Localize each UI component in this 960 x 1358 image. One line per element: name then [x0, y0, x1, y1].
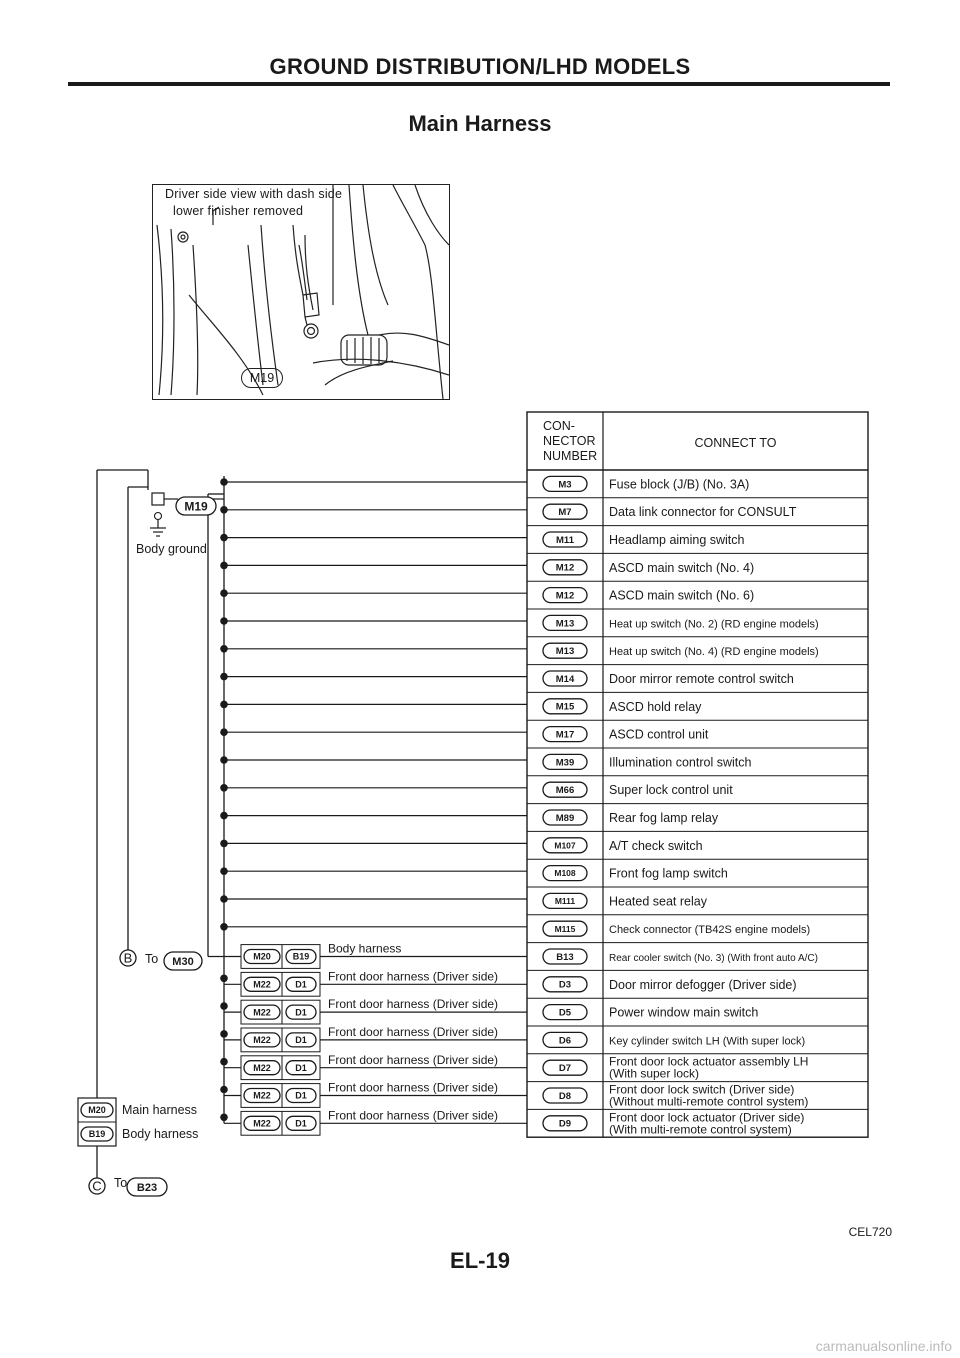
row-description: Front fog lamp switch: [609, 866, 728, 881]
harness-link-to: D1: [295, 1118, 307, 1129]
harness-link-label: Front door harness (Driver side): [328, 1052, 499, 1067]
ground-terminal-bolt: [155, 513, 162, 520]
row-connector-label: D8: [558, 1090, 572, 1102]
row-description: Door mirror defogger (Driver side): [609, 977, 797, 992]
row-description: Fuse block (J/B) (No. 3A): [609, 477, 750, 492]
row-connector-label: M13: [555, 618, 575, 630]
harness-link-to: D1: [295, 1090, 307, 1101]
row-description: ASCD main switch (No. 4): [609, 560, 755, 575]
row-connector-label: M66: [555, 785, 575, 797]
row-description: Rear fog lamp relay: [609, 811, 719, 825]
connector-table-frame: [527, 412, 868, 1137]
harness-link-label: Front door harness (Driver side): [328, 1080, 499, 1095]
legend-connector: B19: [88, 1129, 106, 1140]
row-connector-label: M115: [554, 923, 576, 934]
ref-b-connector: M30: [172, 955, 194, 968]
body-ground-label: Body ground: [136, 542, 207, 556]
row-description: Heated seat relay: [609, 894, 707, 909]
row-connector-label: D3: [558, 979, 572, 991]
ref-c-to: To: [114, 1176, 128, 1190]
row-description: Rear cooler switch (No. 3) (With front auto A/C): [609, 953, 818, 964]
harness-link-label: Front door harness (Driver side): [328, 969, 499, 984]
illustration-caption-line2: lower finisher removed: [173, 204, 304, 218]
row-connector-label: M12: [555, 562, 575, 574]
harness-link-from: M22: [253, 1007, 271, 1018]
row-description: Power window main switch: [609, 1005, 759, 1020]
page-subtitle: Main Harness: [408, 111, 552, 136]
watermark: carmanualsonline.info: [815, 1338, 952, 1354]
harness-link-from: M22: [253, 1062, 271, 1073]
harness-link-to: D1: [295, 979, 307, 990]
row-connector-label: M12: [555, 590, 575, 602]
table-header-connector: CON-: [543, 419, 575, 433]
row-connector-label: B13: [556, 951, 574, 963]
row-description: ASCD control unit: [609, 727, 709, 742]
harness-link-to: B19: [292, 951, 310, 962]
row-description: ASCD hold relay: [609, 699, 702, 714]
legend-label: Body harness: [122, 1127, 199, 1141]
row-description: Front door lock switch (Driver side): [609, 1082, 795, 1097]
illustration-caption-line1: Driver side view with dash side: [165, 187, 343, 201]
row-description: Illumination control switch: [609, 755, 752, 770]
ref-b-letter: B: [123, 950, 133, 966]
row-description: Check connector (TB42S engine models): [609, 924, 811, 937]
row-connector-label: M3: [558, 479, 572, 491]
harness-link-to: D1: [295, 1007, 307, 1018]
row-connector-label: M17: [555, 729, 575, 741]
page-number: EL-19: [450, 1248, 510, 1273]
row-description-line2: (With super lock): [609, 1066, 700, 1081]
harness-link-label: Body harness: [328, 941, 402, 956]
table-header-connect-to: CONNECT TO: [694, 436, 777, 450]
row-connector-label: M7: [558, 507, 572, 519]
row-connector-label: M39: [555, 757, 575, 769]
harness-link-from: M22: [253, 1090, 271, 1101]
row-connector-label: M15: [555, 701, 575, 713]
row-connector-label: D7: [558, 1063, 572, 1075]
ref-b-to: To: [145, 952, 159, 966]
harness-link-to: D1: [295, 1035, 307, 1046]
harness-link-from: M20: [253, 951, 271, 962]
row-description: ASCD main switch (No. 6): [609, 588, 755, 603]
figure-code: CEL720: [848, 1225, 892, 1239]
header-title: GROUND DISTRIBUTION/LHD MODELS: [269, 54, 691, 79]
row-connector-label: M111: [554, 895, 576, 906]
row-connector-label: D9: [558, 1118, 572, 1130]
ground-connector-label: M19: [184, 499, 208, 514]
row-connector-label: M108: [554, 868, 576, 879]
row-connector-label: D6: [558, 1035, 572, 1047]
row-connector-label: M107: [554, 840, 576, 851]
legend-connector: M20: [88, 1105, 106, 1116]
row-description: Heat up switch (No. 4) (RD engine models): [609, 646, 819, 659]
row-description-line2: (With multi-remote control system): [609, 1122, 792, 1137]
row-connector-label: M89: [555, 812, 575, 824]
row-description: Front door lock actuator assembly LH: [609, 1054, 809, 1069]
row-description: A/T check switch: [609, 838, 703, 853]
row-description: Heat up switch (No. 2) (RD engine models): [609, 618, 819, 631]
row-connector-label: D5: [558, 1007, 572, 1019]
table-header-connector: NECTOR: [543, 434, 596, 448]
row-description: Headlamp aiming switch: [609, 533, 745, 547]
ref-c-connector: B23: [136, 1181, 158, 1194]
legend-label: Main harness: [122, 1103, 198, 1117]
ref-c-letter: C: [92, 1178, 102, 1194]
row-connector-label: M13: [555, 646, 575, 658]
row-description: Super lock control unit: [609, 783, 733, 798]
harness-link-label: Front door harness (Driver side): [328, 997, 499, 1012]
illustration-ground-label: M19: [241, 368, 283, 388]
harness-link-label: Front door harness (Driver side): [328, 1108, 499, 1123]
ground-terminal: [152, 493, 164, 505]
table-header-connector: NUMBER: [543, 449, 598, 463]
harness-link-from: M22: [253, 1118, 271, 1129]
harness-link-from: M22: [253, 979, 271, 990]
row-description: Data link connector for CONSULT: [609, 505, 797, 520]
harness-link-label: Front door harness (Driver side): [328, 1025, 499, 1039]
row-description-line2: (Without multi-remote control system): [609, 1094, 809, 1109]
row-description: Key cylinder switch LH (With super lock): [609, 1035, 806, 1048]
row-description: Front door lock actuator (Driver side): [609, 1110, 805, 1125]
row-description: Door mirror remote control switch: [609, 672, 794, 686]
harness-link-from: M22: [253, 1035, 271, 1046]
row-connector-label: M14: [555, 673, 575, 685]
harness-link-to: D1: [295, 1062, 307, 1073]
row-connector-label: M11: [556, 534, 574, 546]
